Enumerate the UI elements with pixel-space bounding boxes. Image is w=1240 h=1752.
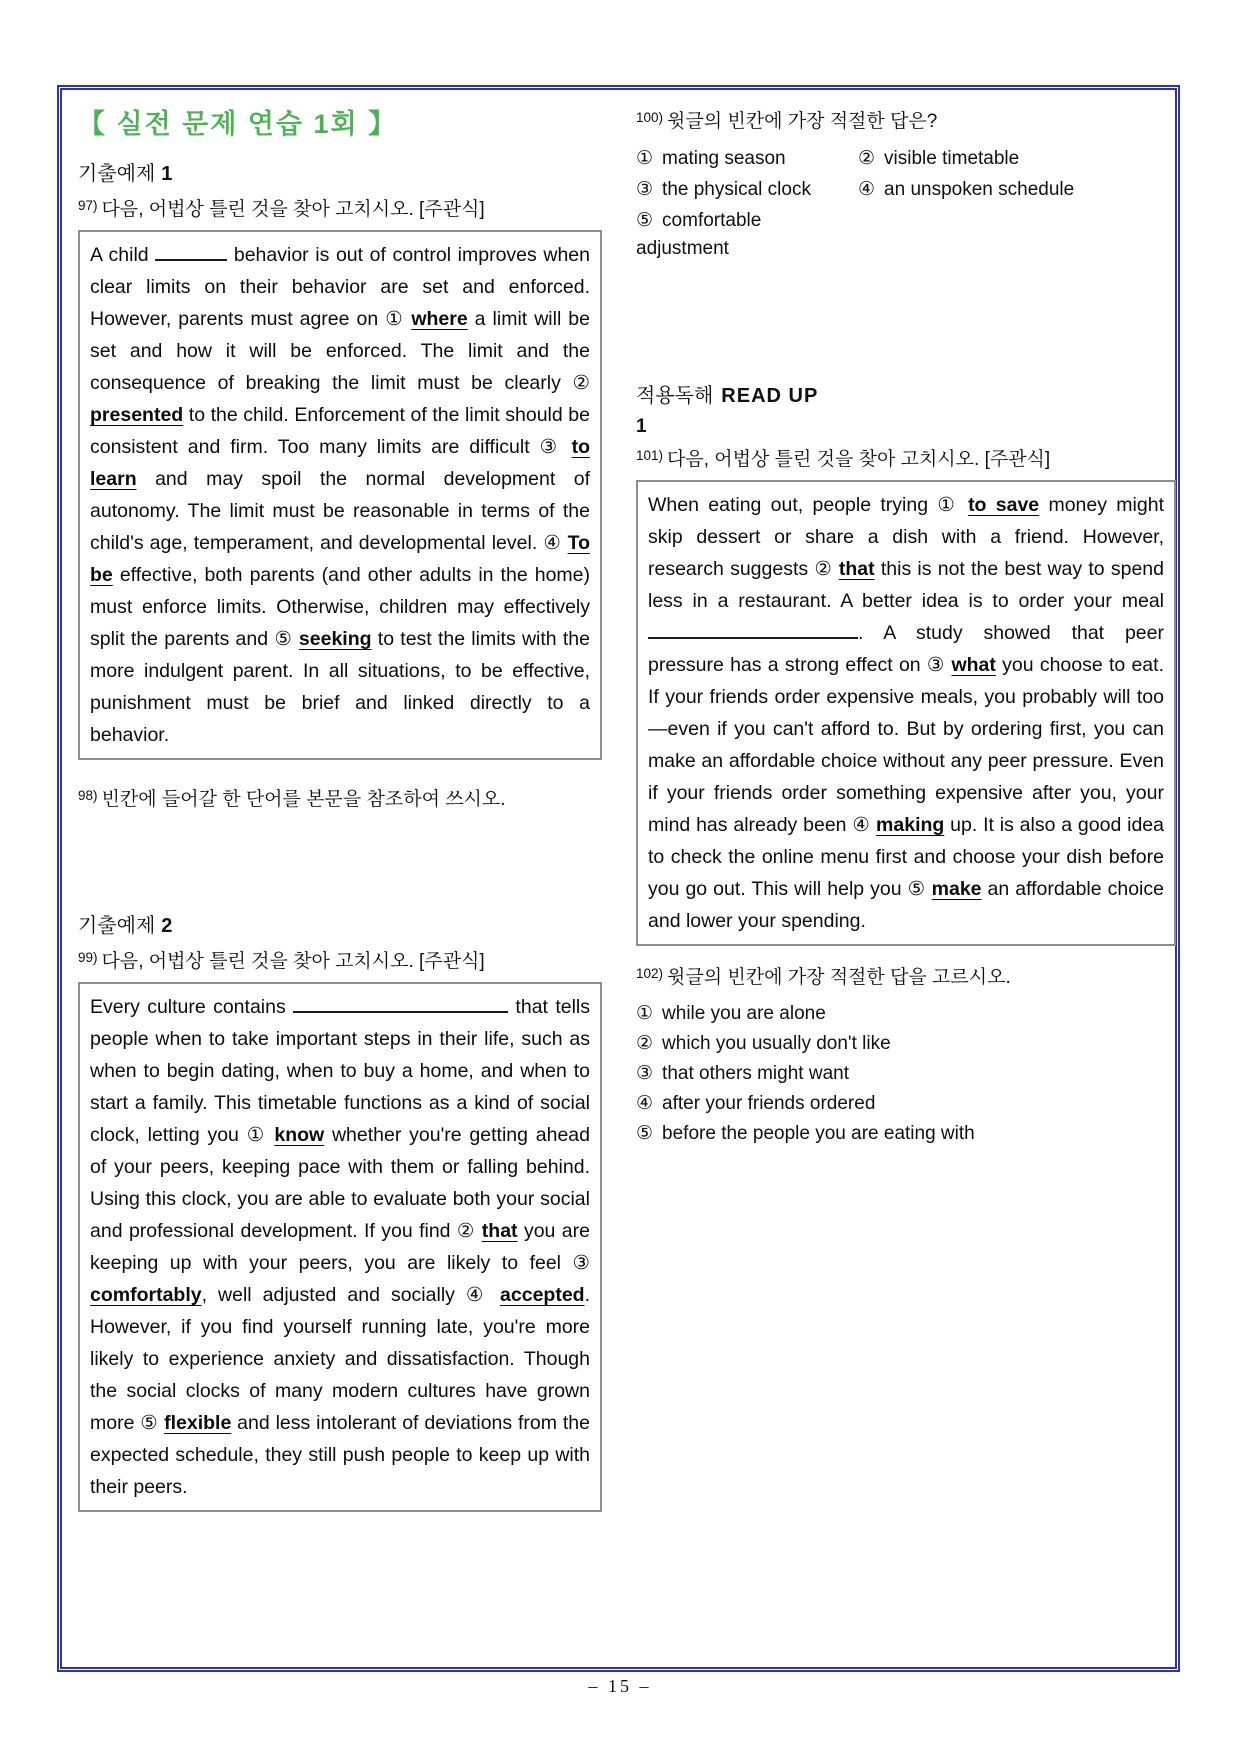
- exercise-label-2: 기출예제 2: [78, 915, 173, 937]
- question-99: $^{99)}$ 다음, 어법상 틀린 것을 찾아 고치시오. [주관식]: [78, 950, 485, 972]
- question-102-number: 102): [636, 966, 664, 981]
- question-101: $^{101)}$ 다음, 어법상 틀린 것을 찾아 고치시오. [주관식]: [636, 448, 1051, 470]
- question-98-number: 98): [78, 788, 98, 803]
- options-list-102: [636, 999, 1176, 1149]
- question-98: $^{98)}$ 빈칸에 들어갈 한 단어를 본문을 참조하여 쓰시오.: [78, 788, 506, 810]
- readup-label: 적용독해 READ UP: [636, 385, 819, 407]
- option-100-1: ① mating season: [636, 148, 786, 169]
- page-number: – 15 –: [588, 1676, 652, 1696]
- readup-number: 1: [636, 416, 647, 437]
- option-102-2: ② which you usually don't like: [636, 1033, 891, 1054]
- option-102-5: ⑤ before the people you are eating with: [636, 1123, 975, 1144]
- exercise-label-1: 기출예제 1: [78, 163, 173, 185]
- passage-box-1: A child behavior is out of control improves when clear limits on their behavior are set and enforced. However, parents must agree on ① where a limit will be set and how it will be enforced. The limit and the consequence of breaking the limit must be clearly ② presented to the child. Enforcement of the limit should be consistent and firm. Too many limits are difficult ③ to learn and may spoil the normal development of autonomy. The limit must be reasonable in terms of the child's age, temperament, and developmental level. ④ To be effective, both parents (and other adults in the home) must enforce limits. Otherwise, children may effectively split the parents and ⑤ seeking to test the limits with the more indulgent parent. In all situations, to be effective, punishment must be brief and linked directly to a behavior.: [78, 230, 602, 760]
- page-frame: [57, 85, 1180, 1672]
- option-100-2: ② visible timetable: [858, 148, 1020, 169]
- option-102-4: ④ after your friends ordered: [636, 1093, 876, 1114]
- question-99-number: 99): [78, 950, 98, 965]
- options-grid-100: [636, 145, 1176, 263]
- passage-box-2: Every culture contains that tells people when to take important steps in their life, such as when to begin dating, when to buy a home, and when to start a family. This timetable functions as a kind of social clock, letting you ① know whether you're getting ahead of your peers, keeping pace with them or falling behind. Using this clock, you are able to evaluate both your social and professional development. If you find ② that you are keeping up with your peers, you are likely to feel ③ comfortably, well adjusted and socially ④ accepted. However, if you find yourself running late, you're more likely to experience anxiety and dissatisfaction. Though the social clocks of many modern cultures have grown more ⑤ flexible and less intolerant of deviations from the expected schedule, they still push people to keep up with their peers.: [78, 982, 602, 1512]
- question-100: $^{100)}$ 윗글의 빈칸에 가장 적절한 답은?: [636, 110, 938, 132]
- option-102-1: ① while you are alone: [636, 1003, 826, 1024]
- question-101-number: 101): [636, 448, 664, 463]
- section-title: 【 실전 문제 연습 1회 】: [78, 109, 398, 139]
- left-column: [78, 90, 602, 1512]
- question-100-number: 100): [636, 110, 664, 125]
- question-97-number: 97): [78, 198, 98, 213]
- passage-box-3: When eating out, people trying ① to save money might skip dessert or share a dish with a friend. However, research suggests ② that this is not the best way to spend less in a restaurant. A better idea is to order your meal . A study showed that peer pressure has a strong effect on ③ what you choose to eat. If your friends order expensive meals, you probably will too—even if you can't afford to. But by ordering first, you can make an affordable choice without any peer pressure. Even if your friends order something expensive after you, your mind has already been ④ making up. It is also a good idea to check the online menu first and choose your dish before you go out. This will help you ⑤ make an affordable choice and lower your spending.: [636, 480, 1176, 946]
- option-100-5: ⑤ comfortable adjustment: [636, 210, 762, 259]
- option-100-3: ③ the physical clock: [636, 179, 811, 200]
- question-97: $^{97)}$ 다음, 어법상 틀린 것을 찾아 고치시오. [주관식]: [78, 198, 485, 220]
- option-102-3: ③ that others might want: [636, 1063, 849, 1084]
- right-column: [636, 90, 1176, 1149]
- question-102: $^{102)}$ 윗글의 빈칸에 가장 적절한 답을 고르시오.: [636, 966, 1011, 988]
- option-100-4: ④ an unspoken schedule: [858, 179, 1075, 200]
